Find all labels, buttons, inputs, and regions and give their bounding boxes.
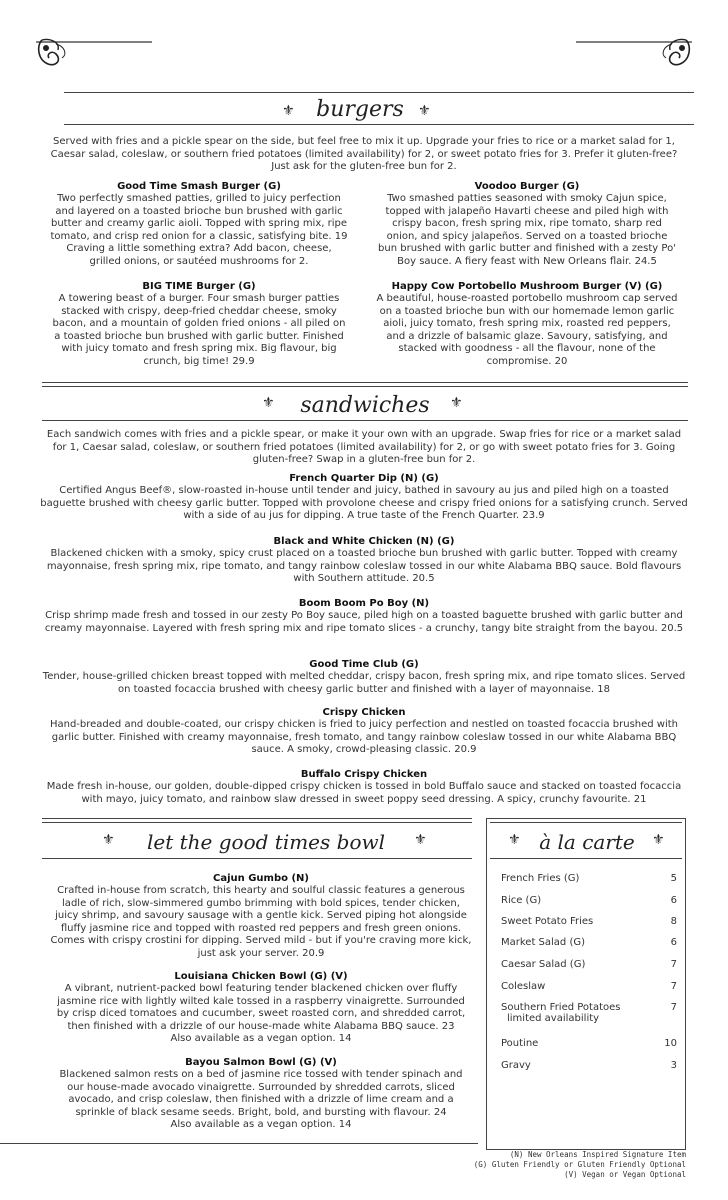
item-name: Happy Cow Portobello Mushroom Burger (V) (G) xyxy=(391,281,663,292)
item-description: Two perfectly smashed patties, grilled to juicy perfection and layered on a toasted brioche bun brushed with garlic butter and creamy garlic aioli. Topped with spring mix, ripe tomato, and crisp red onion for a classic, satisfying bite. 19 Craving a little something extra? Add bacon, cheese, grilled onions, or sautéed mushrooms for 2. xyxy=(50,193,348,267)
side-price: 6 xyxy=(670,937,677,948)
footer-rule xyxy=(0,1143,478,1144)
section-title-a-la-carte: à la carte xyxy=(539,830,635,854)
side-name: Market Salad (G) xyxy=(501,937,586,948)
item-description: Crafted in-house from scratch, this hearty and soulful classic features a generous ladle of rich, slow-simmered gumbo brimming with bold spices, tender chicken, juicy shrimp, and savoury sausage with a gentle kick. Served piping hot alongside fluffy jasmine rice and topped with roasted red peppers and fresh green onions. Comes with crispy crostini for dipping. Served mild - but if you're craving more kick, just ask your server. 20.9 xyxy=(50,885,472,959)
section-title-bowls: let the good times bowl xyxy=(147,830,385,854)
item-description: A vibrant, nutrient-packed bowl featuring tender blackened chicken over fluffy jasmine rice with lightly wilted kale tossed in a raspberry vinaigrette. Surrounded by crisp diced tomatoes and cucumber, sweet roasted corn, and shredded carrot, then finished with a drizzle of our house-made white Alabama BBQ sauce. 23 xyxy=(56,983,466,1032)
fleur-de-lis-icon: ⚜ xyxy=(450,395,463,411)
section-title-burgers: burgers xyxy=(316,97,404,122)
item-name: Good Time Smash Burger (G) xyxy=(117,181,281,192)
side-price: 3 xyxy=(670,1060,677,1071)
list-item xyxy=(501,959,677,970)
item-description: Blackened salmon rests on a bed of jasmine rice tossed with tender spinach and our house-made avocado vinaigrette. Surrounded by shredded carrots, sliced avocado, and crisp coleslaw, then finished with a drizzle of lime cream and a sprinkle of black sesame seeds. Bright, bold, and bursting with flavour. 24 xyxy=(59,1069,463,1118)
item-name: French Quarter Dip (N) (G) xyxy=(289,473,439,484)
side-name: Coleslaw xyxy=(501,981,546,992)
item-name: BIG TIME Burger (G) xyxy=(142,281,256,292)
menu-item xyxy=(50,280,348,369)
side-price: 7 xyxy=(670,981,677,992)
item-name: Voodoo Burger (G) xyxy=(474,181,580,192)
item-description: Tender, house-grilled chicken breast topped with melted cheddar, crispy bacon, fresh spring mix, and ripe tomato slices. Served on toasted focaccia brushed with cheesy garlic butter and finished with a layer of mayonnaise. 18 xyxy=(42,671,686,695)
section-rule xyxy=(490,858,682,859)
side-note: limited availability xyxy=(507,1013,600,1024)
menu-item xyxy=(376,180,678,269)
section-rule xyxy=(42,420,688,421)
item-description: Certified Angus Beef®, slow-roasted in-house until tender and juicy, bathed in savoury au jus and piled high on a toasted baguette brushed with cheesy garlic butter. Topped with provolone cheese and crispy fried onions for a satisfying crunch. Served with a side of au jus for dipping. A true taste of the French Quarter. 23.9 xyxy=(40,485,688,522)
item-description: A towering beast of a burger. Four smash burger patties stacked with crispy, deep-fried cheddar cheese, smoky bacon, and a mountain of golden fried onions - all piled on a toasted brioche bun brushed with garlic butter. Finished with juicy tomato and fresh spring mix. Big flavour, big crunch, big time! 29.9 xyxy=(52,293,346,367)
item-description: A beautiful, house-roasted portobello mushroom cap served on a toasted brioche bun with our homemade lemon garlic aioli, juicy tomato, fresh spring mix, roasted red peppers, and a drizzle of balsamic glaze. Savoury, satisfying, and stacked with goodness - all the flavour, none of the compromise. 20 xyxy=(376,293,678,367)
section-title-sandwiches: sandwiches xyxy=(300,393,430,418)
side-name: Poutine xyxy=(501,1038,539,1049)
side-price: 7 xyxy=(670,959,677,970)
menu-item xyxy=(40,706,688,757)
list-item xyxy=(501,895,677,906)
menu-item xyxy=(50,1056,472,1132)
legend-line: (V) Vegan or Vegan Optional xyxy=(564,1170,686,1179)
menu-item xyxy=(40,597,688,635)
side-price: 7 xyxy=(670,1002,677,1013)
list-item xyxy=(501,1060,677,1071)
dietary-legend xyxy=(420,1150,686,1180)
list-item xyxy=(501,937,677,948)
sandwiches-intro: Each sandwich comes with fries and a pickle spear, or make it your own with an upgrade. Swap fries for rice or a market salad for 1, Caesar salad, coleslaw, or southern fried potatoes (limited availability) for 2, or go with sweet potato fries for 3. Going gluten-free? Swap in a gluten-free bun for 2. xyxy=(46,429,682,466)
menu-item xyxy=(376,280,678,369)
item-vegan-note: Also available as a vegan option. 14 xyxy=(170,1119,352,1131)
corner-flourish-icon xyxy=(34,36,154,70)
section-rule xyxy=(42,386,688,387)
fleur-de-lis-icon: ⚜ xyxy=(508,832,521,848)
section-rule xyxy=(490,822,682,823)
list-item xyxy=(501,873,677,884)
menu-item xyxy=(40,768,688,806)
side-name: Southern Fried Potatoes xyxy=(501,1002,621,1013)
item-name: Louisiana Chicken Bowl (G) (V) xyxy=(174,971,348,982)
fleur-de-lis-icon: ⚜ xyxy=(414,832,427,848)
fleur-de-lis-icon: ⚜ xyxy=(652,832,665,848)
side-name: Caesar Salad (G) xyxy=(501,959,586,970)
menu-item xyxy=(40,472,688,523)
side-name: Rice (G) xyxy=(501,895,542,906)
item-description: Two smashed patties seasoned with smoky Cajun spice, topped with jalapeño Havarti cheese and piled high with crispy bacon, fresh spring mix, ripe tomato, sharp red onion, and spicy jalapeños. Served on a toasted brioche bun brushed with garlic butter and finished with a zesty Po' Boy sauce. A fiery feast with New Orleans flair. 24.5 xyxy=(378,193,676,267)
side-price: 8 xyxy=(670,916,677,927)
item-description: Made fresh in-house, our golden, double-dipped crispy chicken is tossed in bold Buffalo sauce and stacked on toasted focaccia with mayo, juicy tomato, and rainbow slaw dressed in sweet poppy seed dressing. A spicy, crunchy favourite. 21 xyxy=(46,781,682,805)
menu-item xyxy=(50,872,472,961)
section-rule xyxy=(42,858,472,859)
item-name: Cajun Gumbo (N) xyxy=(212,873,309,884)
item-name: Black and White Chicken (N) (G) xyxy=(273,536,455,547)
side-price: 6 xyxy=(670,895,677,906)
menu-item xyxy=(40,535,688,586)
side-name: Sweet Potato Fries xyxy=(501,916,594,927)
item-name: Crispy Chicken xyxy=(322,707,406,718)
item-name: Buffalo Crispy Chicken xyxy=(300,769,428,780)
list-item xyxy=(501,1002,677,1024)
legend-line: (G) Gluten Friendly or Gluten Friendly Optional xyxy=(473,1160,686,1169)
side-price: 10 xyxy=(664,1038,677,1049)
list-item xyxy=(501,981,677,992)
section-rule xyxy=(64,92,694,93)
item-vegan-note: Also available as a vegan option. 14 xyxy=(170,1033,352,1045)
fleur-de-lis-icon: ⚜ xyxy=(262,395,275,411)
side-name: Gravy xyxy=(501,1060,531,1071)
section-rule xyxy=(64,124,694,125)
fleur-de-lis-icon: ⚜ xyxy=(102,832,115,848)
menu-item xyxy=(50,180,348,269)
item-name: Bayou Salmon Bowl (G) (V) xyxy=(185,1057,337,1068)
side-price: 5 xyxy=(670,873,677,884)
side-name: French Fries (G) xyxy=(501,873,580,884)
item-description: Hand-breaded and double-coated, our crispy chicken is fried to juicy perfection and nestled on toasted focaccia brushed with garlic butter. Finished with creamy mayonnaise, fresh tomato, and tangy rainbow coleslaw tossed in our white Alabama BBQ sauce. A smoky, crowd-pleasing classic. 20.9 xyxy=(49,719,679,756)
menu-item xyxy=(50,970,472,1046)
fleur-de-lis-icon: ⚜ xyxy=(282,103,295,119)
list-item xyxy=(501,916,677,927)
item-name: Boom Boom Po Boy (N) xyxy=(298,598,430,609)
menu-item xyxy=(40,658,688,696)
burgers-intro: Served with fries and a pickle spear on the side, but feel free to mix it up. Upgrade your fries to rice or a market salad for 1, Caesar salad, coleslaw, or southern fried potatoes (limited availability) for 2, or sweet potato fries for 3. Prefer it gluten-free? Just ask for the gluten-free bun for 2. xyxy=(50,136,678,173)
corner-flourish-icon xyxy=(574,36,694,70)
fleur-de-lis-icon: ⚜ xyxy=(418,103,431,119)
item-description: Crisp shrimp made fresh and tossed in our zesty Po Boy sauce, piled high on a toasted baguette brushed with garlic butter and creamy mayonnaise. Layered with fresh spring mix and ripe tomato slices - a crunchy, tangy bite straight from the bayou. 20.5 xyxy=(44,610,684,634)
item-name: Good Time Club (G) xyxy=(309,659,419,670)
item-description: Blackened chicken with a smoky, spicy crust placed on a toasted brioche bun brushed with garlic butter. Topped with creamy mayonnaise, fresh spring mix, ripe tomato, and tangy rainbow coleslaw tossed in our white Alabama BBQ sauce. Bold flavours with Southern attitude. 20.5 xyxy=(46,548,682,585)
section-rule xyxy=(42,382,688,383)
section-rule xyxy=(42,818,472,819)
legend-line: (N) New Orleans Inspired Signature Item xyxy=(509,1150,686,1159)
section-rule xyxy=(42,822,472,823)
list-item xyxy=(501,1038,677,1049)
